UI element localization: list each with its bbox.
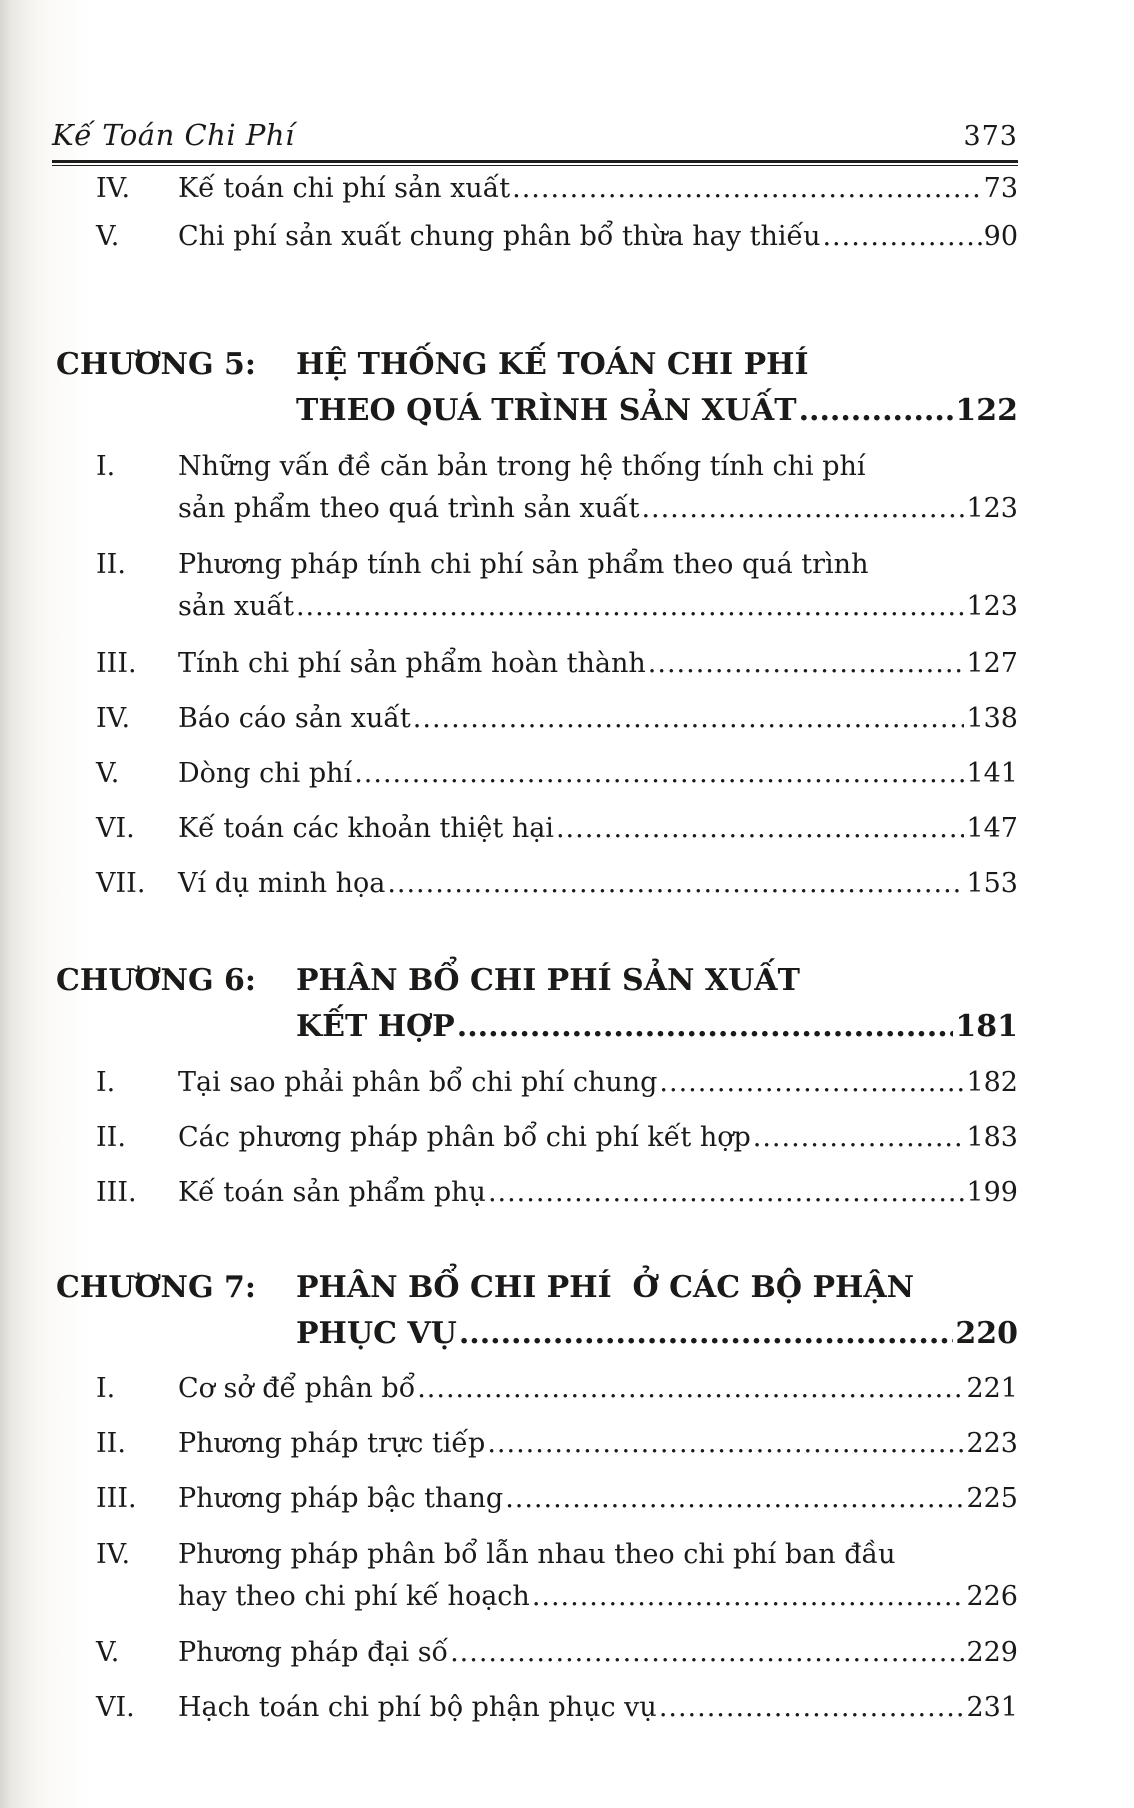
entry-page: 141 (966, 758, 1018, 789)
entry-title: Phương pháp đại số (178, 1637, 449, 1668)
entry-page: 221 (966, 1373, 1018, 1404)
toc-entry (96, 1062, 1018, 1104)
toc-entry (96, 1368, 1018, 1410)
entry-title: sản xuất (178, 591, 294, 622)
chapter-title: KẾT HỢP (296, 1009, 455, 1044)
entry-number: III. (96, 648, 137, 679)
chapter-title: PHÂN BỔ CHI PHÍ SẢN XUẤT (296, 963, 800, 998)
entry-title: hay theo chi phí kế hoạch (178, 1581, 530, 1612)
entry-number: VI. (96, 813, 135, 844)
entry-title: Phương pháp bậc thang (178, 1483, 504, 1514)
entry-title: Phương pháp trực tiếp (178, 1428, 486, 1459)
dot-leader (799, 388, 954, 434)
page-number: 373 (963, 121, 1018, 152)
toc-entry (96, 1423, 1018, 1465)
toc-entry (96, 216, 1018, 258)
chapter-heading (56, 1265, 1018, 1357)
entry-title: Các phương pháp phân bổ chi phí kết hợp (178, 1122, 751, 1153)
entry-number: V. (96, 221, 120, 252)
entry-title: Phương pháp tính chi phí sản phẩm theo quá trình (178, 549, 869, 580)
entry-number: I. (96, 1373, 116, 1404)
toc-entry (96, 863, 1018, 905)
running-title: Kế Toán Chi Phí (52, 118, 295, 152)
chapter-page: 220 (955, 1316, 1018, 1351)
chapter-label: CHƯƠNG 6: (56, 963, 256, 998)
entry-page: 225 (966, 1483, 1018, 1514)
chapter-label: CHƯƠNG 5: (56, 347, 256, 382)
entry-title: Tại sao phải phân bổ chi phí chung (178, 1067, 658, 1098)
entry-title: Hạch toán chi phí bộ phận phục vụ (178, 1692, 657, 1723)
entry-page: 73 (983, 173, 1018, 204)
entry-page: 231 (966, 1692, 1018, 1723)
dot-leader (417, 1368, 964, 1410)
entry-page: 123 (966, 493, 1018, 524)
entry-page: 183 (966, 1122, 1018, 1153)
chapter-title: PHÂN BỔ CHI PHÍ Ở CÁC BỘ PHẬN (296, 1270, 915, 1305)
entry-title: Kế toán sản phẩm phụ (178, 1177, 486, 1208)
entry-page: 199 (966, 1177, 1018, 1208)
entry-page: 153 (966, 868, 1018, 899)
dot-leader (296, 586, 965, 628)
chapter-heading (56, 342, 1018, 434)
toc-entry (96, 1687, 1018, 1729)
chapter-title: THEO QUÁ TRÌNH SẢN XUẤT (296, 393, 797, 428)
toc-entry (96, 446, 1018, 530)
dot-leader (488, 1172, 965, 1214)
toc-entry (96, 1117, 1018, 1159)
dot-leader (556, 808, 965, 850)
entry-title: Kế toán các khoản thiệt hại (178, 813, 554, 844)
entry-number: II. (96, 1122, 126, 1153)
toc-entry (96, 1534, 1018, 1618)
entry-title: Dòng chi phí (178, 758, 353, 789)
chapter-title: PHỤC VỤ (296, 1316, 457, 1351)
entry-page: 223 (966, 1428, 1018, 1459)
entry-number: V. (96, 758, 120, 789)
entry-page: 138 (966, 703, 1018, 734)
entry-title: Cơ sở để phân bổ (178, 1373, 416, 1404)
entry-title: Chi phí sản xuất chung phân bổ thừa hay thiếu (178, 221, 821, 252)
dot-leader (354, 753, 964, 795)
entry-number: I. (96, 451, 116, 482)
entry-title: Phương pháp phân bổ lẫn nhau theo chi phí ban đầu (178, 1539, 896, 1570)
dot-leader (648, 643, 965, 685)
toc-entry (96, 753, 1018, 795)
entry-number: IV. (96, 173, 131, 204)
dot-leader (641, 488, 964, 530)
chapter-page: 122 (955, 393, 1018, 428)
dot-leader (413, 698, 965, 740)
toc-entry (96, 1172, 1018, 1214)
entry-number: I. (96, 1067, 116, 1098)
entry-title: Ví dụ minh họa (178, 868, 386, 899)
entry-number: II. (96, 1428, 126, 1459)
entry-page: 147 (966, 813, 1018, 844)
entry-number: II. (96, 549, 126, 580)
dot-leader (512, 168, 982, 210)
entry-number: IV. (96, 1539, 131, 1570)
chapter-label: CHƯƠNG 7: (56, 1270, 256, 1305)
dot-leader (532, 1576, 965, 1618)
dot-leader (387, 863, 964, 905)
toc-entry (96, 1632, 1018, 1674)
chapter-title: HỆ THỐNG KẾ TOÁN CHI PHÍ (296, 347, 809, 382)
entry-number: III. (96, 1483, 137, 1514)
entry-title: sản phẩm theo quá trình sản xuất (178, 493, 640, 524)
dot-leader (822, 216, 981, 258)
entry-page: 123 (966, 591, 1018, 622)
dot-leader (450, 1632, 964, 1674)
toc-entry (96, 1478, 1018, 1520)
dot-leader (659, 1687, 965, 1729)
entry-number: V. (96, 1637, 120, 1668)
toc-entry (96, 168, 1018, 210)
dot-leader (505, 1478, 964, 1520)
chapter-page: 181 (955, 1009, 1018, 1044)
dot-leader (753, 1117, 965, 1159)
dot-leader (459, 1311, 954, 1357)
entry-page: 127 (966, 648, 1018, 679)
dot-leader (659, 1062, 964, 1104)
dot-leader (457, 1004, 954, 1050)
toc-entry (96, 698, 1018, 740)
chapter-heading (56, 958, 1018, 1050)
entry-page: 90 (983, 221, 1018, 252)
entry-title: Kế toán chi phí sản xuất (178, 173, 511, 204)
toc-entry (96, 544, 1018, 628)
dot-leader (487, 1423, 964, 1465)
toc-entry (96, 643, 1018, 685)
entry-number: IV. (96, 703, 131, 734)
entry-title: Tính chi phí sản phẩm hoàn thành (178, 648, 646, 679)
entry-page: 226 (966, 1581, 1018, 1612)
entry-page: 182 (966, 1067, 1018, 1098)
entry-number: VI. (96, 1692, 135, 1723)
entry-number: VII. (96, 868, 146, 899)
entry-title: Những vấn đề căn bản trong hệ thống tính chi phí (178, 451, 866, 482)
entry-number: III. (96, 1177, 137, 1208)
entry-page: 229 (966, 1637, 1018, 1668)
entry-title: Báo cáo sản xuất (178, 703, 411, 734)
toc-entry (96, 808, 1018, 850)
